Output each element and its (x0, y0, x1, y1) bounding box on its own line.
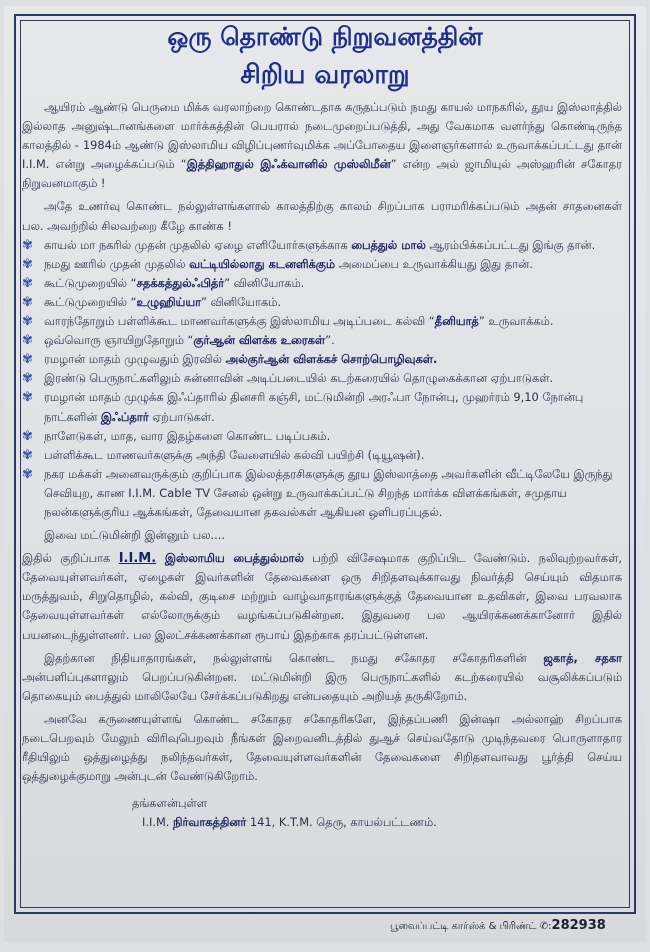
funding-paragraph: இதற்கான நிதியாதாரங்கள், நல்லுள்ளங் கொண்ட நமது சகோதர சகோதரிகளின் ஜகாத், சதகா அன்பளிப்புகளாலும் பெறப்படுகின்றன. மட்டுமின்றி இரு பெருநாட்களில் கடற்கரையில் வசூலிக்கப்படும் தொகையும் பைத்துல் மாலிலேயே சேர்க்கப்படுகிறது என்பதையும் அறியத் தருகிறோம். (22, 650, 622, 703)
printer-name: பூவைப்பட்டி கார்ஸ்க் & பிரிண்ட் ✆: (390, 921, 552, 932)
appeal-paragraph: அனவே கருணையுள்ளங் கொண்ட சகோதர சகோதரிகளே, இந்தப்பணி இன்ஷா அல்லாஹ் சிறப்பாக நடைபெறவும் மேலும் விரிவுபெறவும் நீங்கள் இறைவனிடத்தில் துஆச் செய்வதோடு முடிந்தவரை பொருளாதார ரீதியிலும் ஒத்துழைத்து நலிந்தவர்கள், தேவையுள்ளவர்களின் தேவைகளை சிறிதளவாவது பூர்த்தி செய்ய ஒத்துழைக்குமாறு அன்புடன் வேண்டுகிறோம். (22, 711, 622, 784)
printer-footer (390, 918, 640, 933)
flower-bullet-icon: ✾ (22, 294, 33, 310)
flower-bullet-icon: ✾ (22, 428, 33, 444)
title-line-2: சிறிய வரலாறு (240, 60, 410, 90)
iim-underlined: I.I.M. (118, 551, 157, 567)
flyer-content (22, 98, 622, 832)
achievement-item: ✾ வாரந்தோறும் பள்ளிக்கூட மாணவர்களுக்கு இஸ்லாமிய அடிப்படை கல்வி “தீனியாத்” உருவாக்கம். (22, 312, 622, 331)
baitulmal-paragraph: இதில் குறிப்பாக I.I.M. இஸ்லாமிய பைத்துல்மால் பற்றி விசேஷமாக குறிப்பிட வேண்டும். நலிவுற்றவர்கள், தேவையுள்ளவர்கள், ஏழைகள் இவர்களின் தேவைகளை ஒரு சிறிதளவுக்காவது நிவர்த்தி செய்யும் விதமாக மருத்துவம், சிறுதொழில், கல்வி, குடிசை மற்றும் வாழ்வாதாரங்களுக்குத் தேவையான உதவிகள், இவை பரவலாக தேவையுள்ளவர்கள் எல்லோருக்கும் வழங்கப்படுகின்றன. இதுவரை பல ஆயிரக்கணக்கானோர் இதில் பயனடைந்துள்ளனர். பல இலட்சக்கணக்கான ரூபாய் இதற்காக தரப்பட்டுள்ளன. (22, 551, 622, 642)
flower-bullet-icon: ✾ (22, 314, 33, 330)
achievement-item: ✾ நகர மக்கள் அனைவருக்கும் குறிப்பாக இல்லத்தரசிகளுக்கு தூய இஸ்லாத்தை அவர்களின் வீட்டிலேயே இருந்து செவியுற, காண I.I.M. Cable TV சேனல் ஒன்று உருவாக்கப்பட்டு சிறந்த மார்க்க விளக்கங்கள், சமுதாய நலன்களுக்குரிய ஆக்கங்கள், தேவையான தகவல்கள் ஆகியன ஒளிபரப்புதல். (22, 466, 613, 519)
title-line-1: ஒரு தொண்டு நிறுவனத்தின் (167, 22, 483, 51)
achievement-item: ✾ கூட்டுமுறையில் “உழுஹிய்யா” வினியோகம். (22, 293, 622, 312)
achievement-item: ✾ ரமழான் மாதம் முழுவதும் இரவில் அல்குர்ஆன் விளக்கச் சொற்பொழிவுகள். (22, 350, 622, 369)
intro-paragraph-1: ஆயிரம் ஆண்டு பெருமை மிக்க வரலாற்றை கொண்டதாக கருதப்படும் நமது காயல் மாநகரில், தூய இஸ்லாத்தில் இல்லாத அனுஷ்டானங்களை மார்க்கத்தின் பெயரால் நடைமுறைப்படுத்தி, அது வேகமாக வளர்ந்து கொண்டிருந்த காலத்தில் - 1984ம் ஆண்டு இஸ்லாமிய விழிப்புணர்வுமிக்க அப்போதைய இளைஞர்களால் உருவாக்கப்பட்டது தான் I.I.M. என்று அழைக்கப்படும் “இத்திஹாதுல் இஃக்வானில் முஸ்லிமீன்” என்ற அல் ஜாமியுல் அஸ்ஹரின் சகோதர நிறுவனமாகும் ! (22, 100, 622, 191)
more-line: இவை மட்டுமின்றி இன்னும் பல.... (44, 528, 225, 543)
printer-phone: 282938 (551, 918, 606, 933)
flower-bullet-icon: ✾ (22, 466, 33, 482)
flower-bullet-icon: ✾ (22, 237, 33, 253)
flower-bullet-icon: ✾ (22, 333, 33, 349)
closing-line: தங்களன்புள்ள (132, 796, 208, 811)
achievements-list (22, 236, 622, 522)
flower-bullet-icon: ✾ (22, 390, 33, 406)
achievement-item: ✾ நமது ஊரில் முதன் முதலில் வட்டியில்லாது கடனளிக்கும் அமைப்பை உருவாக்கியது இது தான். (22, 255, 622, 274)
signature-line: I.I.M. நிர்வாகத்தினர் 141, K.T.M. தெரு, காயல்பட்டணம். (142, 815, 437, 830)
intro-paragraph-2: அதே உணர்வு கொண்ட நல்லுள்ளங்களால் காலத்திற்கு காலம் சிறப்பாக பராமரிக்கப்படும் அதன் சாதனைகள் பல. அவற்றில் சிலவற்றை கீழே காண்க ! (22, 199, 622, 233)
flower-bullet-icon: ✾ (22, 371, 33, 387)
flower-bullet-icon: ✾ (22, 275, 33, 291)
achievement-item: ✾ நாளேடுகள், மாத, வார இதழ்களை கொண்ட படிப்பகம். (22, 427, 622, 446)
organisation-name: இத்திஹாதுல் இஃக்வானில் முஸ்லிமீன் (186, 157, 391, 172)
flower-bullet-icon: ✾ (22, 352, 33, 368)
achievement-item: ✾ ரமழான் மாதம் முழுக்க இஃப்தாரில் தினசரி கஞ்சி, மட்டுமின்றி அரஃபா நோன்பு, முஹர்ரம் 9,10 நோன்பு நாட்களின் இஃப்தார் ஏற்பாடுகள். (22, 390, 584, 424)
achievement-item: ✾ காயல் மா நகரில் முதன் முதலில் ஏழை எளியோர்களுக்காக பைத்துல் மால் ஆரம்பிக்கப்பட்டது இங்கு தான். (22, 236, 622, 255)
achievement-item: ✾ கூட்டுமுறையில் “சதக்கத்துல்ஃபித்ர்” வினியோகம். (22, 274, 622, 293)
achievement-item: ✾ பள்ளிக்கூட மாணவர்களுக்கு அந்தி வேளையில் கல்வி பயிற்சி (டியூஷன்). (22, 446, 622, 465)
flower-bullet-icon: ✾ (22, 447, 33, 463)
flower-bullet-icon: ✾ (22, 256, 33, 272)
achievement-item: ✾ இரண்டு பெருநாட்களிலும் சுன்னாவின் அடிப்படையில் கடற்கரையில் தொழுகைக்கான ஏற்பாடுகள். (22, 369, 622, 388)
achievement-item: ✾ ஒவ்வொரு ஞாயிறுதோறும் “குர்ஆன் விளக்க உரைகள்”. (22, 331, 622, 350)
